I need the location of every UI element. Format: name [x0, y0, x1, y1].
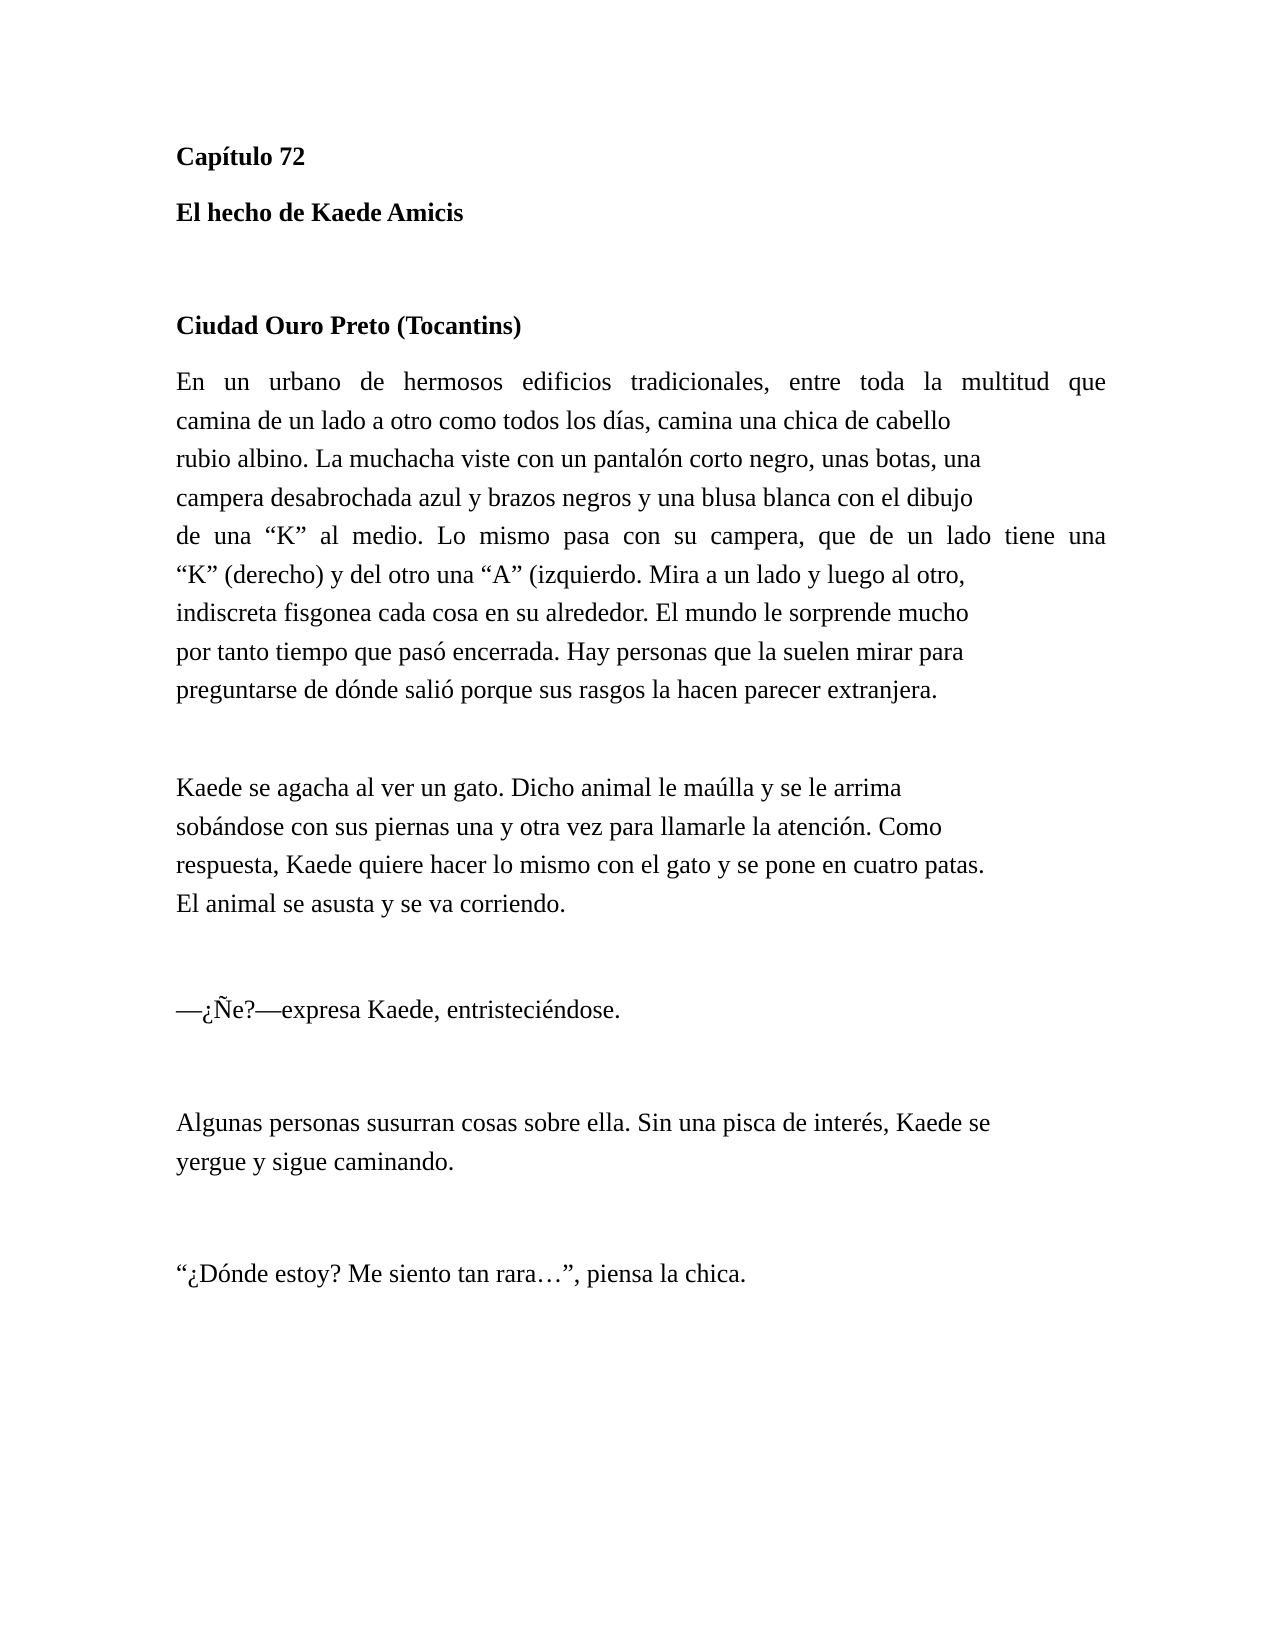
paragraph-line: El animal se asusta y se va corriendo. [176, 888, 566, 918]
chapter-title: El hecho de Kaede Amicis [176, 198, 464, 227]
paragraph-line: de una “K” al medio. Lo mismo pasa con su campera, que de un lado tiene una [176, 521, 1106, 550]
paragraph-line: Kaede se agacha al ver un gato. Dicho animal le maúlla y se le arrima [176, 773, 902, 802]
paragraph-line: por tanto tiempo que pasó encerrada. Hay personas que la suelen mirar para [176, 636, 964, 666]
paragraph-line: camina de un lado a otro como todos los días, camina una chica de cabello [176, 405, 951, 435]
paragraph-line: En un urbano de hermosos edificios tradicionales, entre toda la multitud que [176, 367, 1106, 396]
paragraph-3 [176, 991, 1106, 1030]
paragraph-line: rubio albino. La muchacha viste con un pantalón corto negro, unas botas, una [176, 444, 982, 473]
paragraph-2 [176, 769, 1106, 923]
paragraph-line: respuesta, Kaede quiere hacer lo mismo con el gato y se pone en cuatro patas. [176, 850, 985, 879]
paragraph-1 [176, 363, 1106, 710]
paragraph-line: Algunas personas susurran cosas sobre ella. Sin una pisca de interés, Kaede se [176, 1108, 991, 1137]
paragraph-line: preguntarse de dónde salió porque sus rasgos la hacen parecer extranjera. [176, 675, 938, 704]
chapter-number: Capítulo 72 [176, 142, 306, 171]
paragraph-4 [176, 1104, 1106, 1181]
paragraph-line: sobándose con sus piernas una y otra vez para llamarle la atención. Como [176, 811, 943, 841]
paragraph-line: yergue y sigue caminando. [176, 1146, 455, 1176]
paragraph-line: “K” (derecho) y del otro una “A” (izquierdo. Mira a un lado y luego al otro, [176, 559, 966, 589]
paragraph-line: campera desabrochada azul y brazos negros y una blusa blanca con el dibujo [176, 482, 974, 512]
dialogue-line: —¿Ñe?—expresa Kaede, entristeciéndose. [176, 995, 621, 1024]
paragraph-5 [176, 1255, 1106, 1294]
location-heading: Ciudad Ouro Preto (Tocantins) [176, 311, 522, 340]
paragraph-line: indiscreta fisgonea cada cosa en su alrededor. El mundo le sorprende mucho [176, 598, 969, 627]
thought-line: “¿Dónde estoy? Me siento tan rara…”, piensa la chica. [176, 1259, 747, 1288]
